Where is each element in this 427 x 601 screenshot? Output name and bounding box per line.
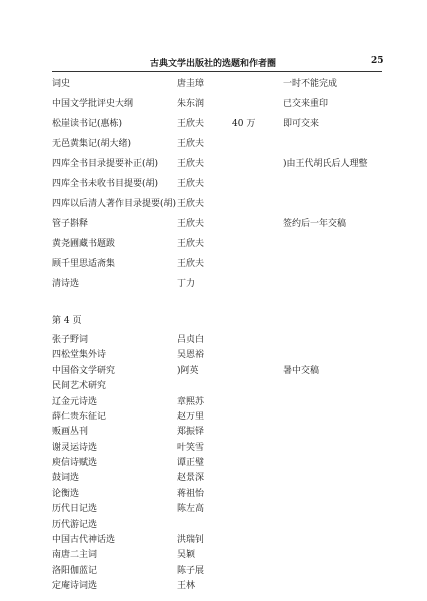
book-title: 四库全书未收书目提要(胡) <box>52 179 159 189</box>
book-title: 南唐二主词 <box>52 550 98 561</box>
book-editor: 章熙苏 <box>177 396 205 407</box>
book-editor: 洪瑞钊 <box>177 534 205 545</box>
book-title: 顾千里思适斋集 <box>52 259 116 269</box>
book-editor: 赵万里 <box>177 411 205 422</box>
book-editor: 吴恩裕 <box>177 350 205 361</box>
book-title: 四松堂集外诗 <box>52 350 107 361</box>
list-item <box>0 76 427 92</box>
page-header <box>0 56 427 72</box>
list-item <box>0 578 427 594</box>
book-title: 中国文学批评史大纲 <box>52 99 134 109</box>
book-title: 词史 <box>52 79 71 89</box>
list-item <box>0 236 427 252</box>
list-item <box>0 455 427 471</box>
list-item <box>0 116 427 132</box>
list-item <box>0 501 427 517</box>
book-title: 无邑黄集记(胡大绪) <box>52 139 132 149</box>
book-title: 中国古代神话选 <box>52 534 116 545</box>
book-editor: 陈左高 <box>177 504 205 515</box>
list-item <box>0 409 427 425</box>
book-editor: 吴颖 <box>177 550 196 561</box>
book-editor: 王欣夫 <box>177 259 205 269</box>
book-editor: )阿英 <box>177 365 199 376</box>
list-item <box>0 216 427 232</box>
list-item <box>0 332 427 348</box>
list-item <box>0 470 427 486</box>
book-editor: 王林 <box>177 581 196 591</box>
book-title: 张子野词 <box>52 335 89 345</box>
book-title: 定庵诗词选 <box>52 581 98 591</box>
book-title: 论衡选 <box>52 488 80 499</box>
book-title: 松崖读书记(惠栋) <box>52 119 123 129</box>
list-item <box>0 276 427 292</box>
book-note: )由王代胡氏后人理整 <box>283 159 368 169</box>
book-note: 暑中交稿 <box>283 365 320 376</box>
book-title: 贩画丛刊 <box>52 427 89 438</box>
list-item <box>0 486 427 502</box>
book-title: 黄尧圃藏书题跋 <box>52 239 116 249</box>
book-title: 历代日记选 <box>52 504 98 515</box>
book-title: 清诗选 <box>52 279 80 289</box>
book-editor: 郑振铎 <box>177 427 205 438</box>
book-editor: 朱东润 <box>177 99 205 109</box>
book-title: 谢灵运诗选 <box>52 442 98 453</box>
book-editor: 蒋祖怡 <box>177 488 205 499</box>
header-rule <box>52 71 382 72</box>
book-title: 鼓词选 <box>52 473 80 484</box>
book-editor: 丁力 <box>177 279 196 289</box>
book-editor: 吕贞白 <box>177 335 205 345</box>
list-item <box>0 156 427 172</box>
book-note: 已交来重印 <box>283 99 329 109</box>
book-editor: 王欣夫 <box>177 199 205 209</box>
book-title: 民间艺术研究 <box>52 381 107 392</box>
page-number: 25 <box>371 56 384 66</box>
list-item <box>0 176 427 192</box>
list-item <box>0 136 427 152</box>
book-editor: 王欣夫 <box>177 219 205 229</box>
list-item <box>0 347 427 363</box>
book-note: 即可交来 <box>283 119 320 129</box>
book-editor: 谭正璧 <box>177 458 205 468</box>
section-heading: 第 4 页 <box>52 316 82 326</box>
list-item <box>0 547 427 563</box>
book-title: 管子斟释 <box>52 219 89 229</box>
book-editor: 王欣夫 <box>177 139 205 149</box>
book-note: 一时不能完成 <box>283 79 338 89</box>
running-title: 古典文学出版社的选题和作者圈 <box>150 59 277 69</box>
word-count: 40 万 <box>232 119 256 129</box>
book-editor: 陈子展 <box>177 565 205 576</box>
book-title: 薛仁贵东征记 <box>52 411 107 422</box>
list-item <box>0 424 427 440</box>
book-editor: 唐圭璋 <box>177 79 205 89</box>
list-item <box>0 363 427 379</box>
list-item <box>0 378 427 394</box>
book-title: 历代游记选 <box>52 519 98 530</box>
book-title: 庾信诗赋选 <box>52 458 98 468</box>
book-title: 中国俗文学研究 <box>52 365 116 376</box>
book-title: 四库全书目录提要补正(胡) <box>52 159 159 169</box>
list-item <box>0 394 427 410</box>
list-item <box>0 256 427 272</box>
book-editor: 王欣夫 <box>177 159 205 169</box>
book-editor: 王欣夫 <box>177 119 205 129</box>
list-item <box>0 532 427 548</box>
book-editor: 王欣夫 <box>177 179 205 189</box>
book-editor: 叶笑雪 <box>177 442 205 453</box>
list-item <box>0 96 427 112</box>
list-item <box>0 517 427 533</box>
book-editor: 王欣夫 <box>177 239 205 249</box>
book-note: 签约后一年交稿 <box>283 219 347 229</box>
list-item <box>0 440 427 456</box>
book-editor: 赵景深 <box>177 473 205 484</box>
list-item <box>0 196 427 212</box>
book-title: 四库以后清人著作目录提要(胡) <box>52 199 177 209</box>
book-title: 洛阳伽蓝记 <box>52 565 98 576</box>
book-title: 辽金元诗选 <box>52 396 98 407</box>
list-item <box>0 563 427 579</box>
